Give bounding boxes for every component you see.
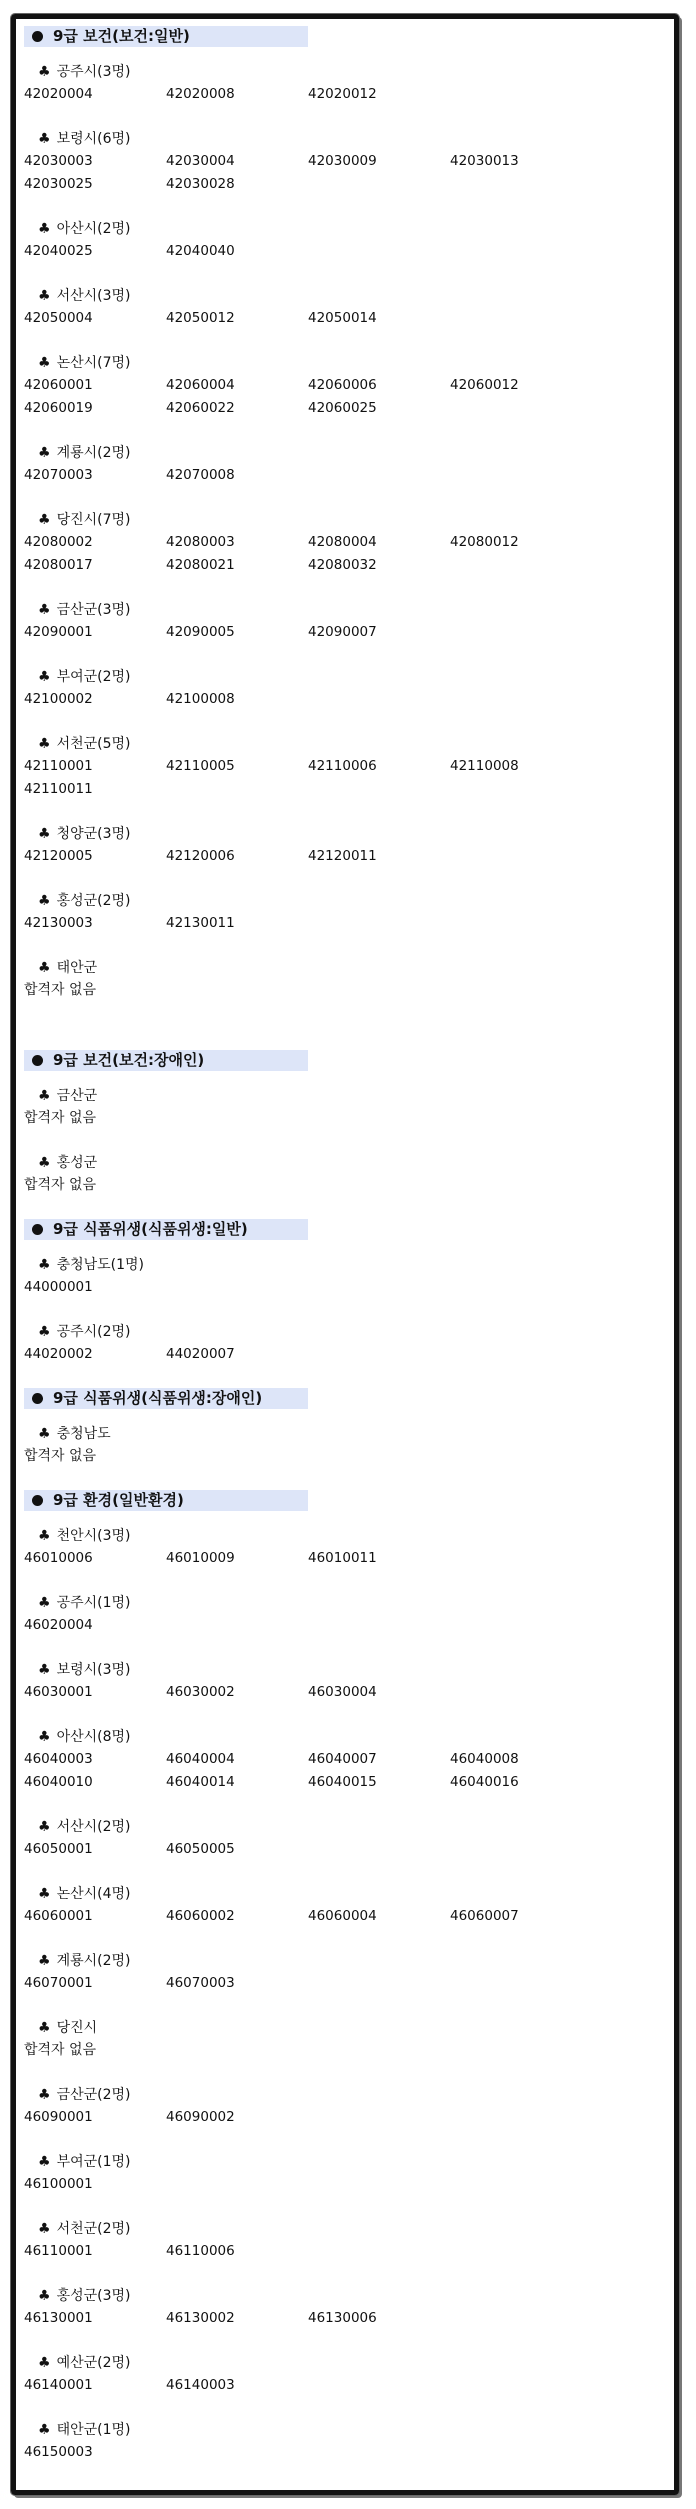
section-title-text: 9급 보건(보건:일반) bbox=[53, 27, 190, 45]
section bbox=[24, 1219, 672, 1366]
code-list bbox=[24, 1838, 664, 1861]
club-icon: ♣ bbox=[38, 2154, 51, 2170]
section-title bbox=[24, 1219, 308, 1240]
region-group bbox=[24, 1592, 672, 1637]
code-list bbox=[24, 1614, 664, 1637]
applicant-number: 42120011 bbox=[308, 848, 377, 864]
applicant-number: 42110008 bbox=[450, 758, 519, 774]
region-group bbox=[24, 128, 672, 196]
code-list bbox=[24, 83, 664, 106]
club-icon: ♣ bbox=[38, 1886, 51, 1902]
code-list bbox=[24, 240, 664, 263]
applicant-number: 42020004 bbox=[24, 86, 93, 102]
club-icon: ♣ bbox=[38, 2355, 51, 2371]
region-name: 금산군 bbox=[56, 1088, 98, 1104]
region-heading bbox=[24, 1592, 672, 1614]
code-list bbox=[24, 464, 664, 487]
code-list bbox=[24, 1343, 664, 1366]
region-heading bbox=[24, 2419, 672, 2441]
region-group bbox=[24, 1816, 672, 1861]
region-group bbox=[24, 509, 672, 577]
applicant-number: 46040010 bbox=[24, 1774, 93, 1790]
applicant-number: 44020007 bbox=[166, 1346, 235, 1362]
region-group bbox=[24, 352, 672, 420]
code-list bbox=[24, 1748, 664, 1794]
region-group bbox=[24, 2151, 672, 2196]
applicant-number: 42030013 bbox=[450, 153, 519, 169]
club-icon: ♣ bbox=[38, 131, 51, 147]
club-icon: ♣ bbox=[38, 512, 51, 528]
region-name: 서산시(3명) bbox=[56, 288, 131, 304]
applicant-number: 42050004 bbox=[24, 310, 93, 326]
section-title bbox=[24, 1490, 308, 1511]
applicant-number: 42030025 bbox=[24, 176, 93, 192]
region-heading bbox=[24, 957, 672, 979]
applicant-number: 42060001 bbox=[24, 377, 93, 393]
applicant-number: 42080017 bbox=[24, 557, 93, 573]
code-list bbox=[24, 621, 664, 644]
code-list bbox=[24, 912, 664, 935]
applicant-number: 42040040 bbox=[166, 243, 235, 259]
region-name: 아산시(2명) bbox=[56, 221, 131, 237]
no-passers-text: 합격자 없음 bbox=[24, 1110, 97, 1126]
club-icon: ♣ bbox=[38, 1088, 51, 1104]
applicant-number: 42070008 bbox=[166, 467, 235, 483]
applicant-number: 42120005 bbox=[24, 848, 93, 864]
no-passers-text: 합격자 없음 bbox=[24, 2042, 97, 2058]
region-name: 보령시(6명) bbox=[56, 131, 131, 147]
applicant-number: 46110001 bbox=[24, 2243, 93, 2259]
region-heading bbox=[24, 2017, 672, 2039]
applicant-number: 46040007 bbox=[308, 1751, 377, 1767]
applicant-number: 42020008 bbox=[166, 86, 235, 102]
region-name: 홍성군 bbox=[56, 1155, 98, 1171]
applicant-number: 42090007 bbox=[308, 624, 377, 640]
region-name: 서산시(2명) bbox=[56, 1819, 131, 1835]
club-icon: ♣ bbox=[38, 2020, 51, 2036]
applicant-number: 46130006 bbox=[308, 2310, 377, 2326]
region-group bbox=[24, 2352, 672, 2397]
applicant-number: 46040016 bbox=[450, 1774, 519, 1790]
region-group bbox=[24, 61, 672, 106]
region-heading bbox=[24, 823, 672, 845]
club-icon: ♣ bbox=[38, 2288, 51, 2304]
applicant-number: 46060007 bbox=[450, 1908, 519, 1924]
applicant-number: 46110006 bbox=[166, 2243, 235, 2259]
region-name: 논산시(7명) bbox=[56, 355, 131, 371]
club-icon: ♣ bbox=[38, 2422, 51, 2438]
region-group bbox=[24, 666, 672, 711]
region-heading bbox=[24, 285, 672, 307]
region-name: 부여군(2명) bbox=[56, 669, 131, 685]
region-heading bbox=[24, 2151, 672, 2173]
applicant-number: 46140003 bbox=[166, 2377, 235, 2393]
section bbox=[24, 26, 672, 1042]
applicant-number: 46030004 bbox=[308, 1684, 377, 1700]
region-group bbox=[24, 2218, 672, 2263]
results-list bbox=[24, 18, 672, 2486]
region-group bbox=[24, 2285, 672, 2330]
applicant-number: 46020004 bbox=[24, 1617, 93, 1633]
applicant-number: 46030001 bbox=[24, 1684, 93, 1700]
section-title-text: 9급 식품위생(식품위생:일반) bbox=[53, 1220, 248, 1238]
applicant-number: 42100002 bbox=[24, 691, 93, 707]
applicant-number: 46010009 bbox=[166, 1550, 235, 1566]
applicant-number: 46060001 bbox=[24, 1908, 93, 1924]
region-heading bbox=[24, 128, 672, 150]
club-icon: ♣ bbox=[38, 736, 51, 752]
region-name: 금산군(3명) bbox=[56, 602, 131, 618]
region-heading bbox=[24, 1950, 672, 1972]
bullet-icon bbox=[32, 1393, 43, 1404]
region-name: 서천군(2명) bbox=[56, 2221, 131, 2237]
region-heading bbox=[24, 2084, 672, 2106]
applicant-number: 42070003 bbox=[24, 467, 93, 483]
club-icon: ♣ bbox=[38, 960, 51, 976]
code-list bbox=[24, 1972, 664, 1995]
region-group bbox=[24, 1152, 672, 1197]
region-name: 천안시(3명) bbox=[56, 1528, 131, 1544]
club-icon: ♣ bbox=[38, 1729, 51, 1745]
applicant-number: 42060019 bbox=[24, 400, 93, 416]
code-list bbox=[24, 2374, 664, 2397]
applicant-number: 42080004 bbox=[308, 534, 377, 550]
club-icon: ♣ bbox=[38, 893, 51, 909]
applicant-number: 46090002 bbox=[166, 2109, 235, 2125]
region-heading bbox=[24, 2285, 672, 2307]
region-name: 서천군(5명) bbox=[56, 736, 131, 752]
region-heading bbox=[24, 61, 672, 83]
applicant-number: 46040008 bbox=[450, 1751, 519, 1767]
applicant-number: 42030009 bbox=[308, 153, 377, 169]
region-name: 공주시(3명) bbox=[56, 64, 131, 80]
region-heading bbox=[24, 1152, 672, 1174]
code-list bbox=[24, 2240, 664, 2263]
club-icon: ♣ bbox=[38, 1595, 51, 1611]
applicant-number: 42060004 bbox=[166, 377, 235, 393]
code-list bbox=[24, 1547, 664, 1570]
code-list bbox=[24, 2106, 664, 2129]
applicant-number: 46060002 bbox=[166, 1908, 235, 1924]
region-heading bbox=[24, 1659, 672, 1681]
applicant-number: 46070003 bbox=[166, 1975, 235, 1991]
region-name: 아산시(8명) bbox=[56, 1729, 131, 1745]
applicant-number: 42040025 bbox=[24, 243, 93, 259]
club-icon: ♣ bbox=[38, 2087, 51, 2103]
code-list bbox=[24, 845, 664, 868]
region-group bbox=[24, 442, 672, 487]
applicant-number: 42110005 bbox=[166, 758, 235, 774]
applicant-number: 46070001 bbox=[24, 1975, 93, 1991]
club-icon: ♣ bbox=[38, 445, 51, 461]
applicant-number: 46010006 bbox=[24, 1550, 93, 1566]
region-name: 계룡시(2명) bbox=[56, 1953, 131, 1969]
applicant-number: 42080021 bbox=[166, 557, 235, 573]
applicant-number: 42060025 bbox=[308, 400, 377, 416]
region-name: 금산군(2명) bbox=[56, 2087, 131, 2103]
section-title bbox=[24, 26, 308, 47]
region-heading bbox=[24, 666, 672, 688]
section-title bbox=[24, 1388, 308, 1409]
club-icon: ♣ bbox=[38, 1426, 51, 1442]
applicant-number: 42110011 bbox=[24, 781, 93, 797]
section-title-text: 9급 식품위생(식품위생:장애인) bbox=[53, 1389, 263, 1407]
region-heading bbox=[24, 442, 672, 464]
section-title-text: 9급 보건(보건:장애인) bbox=[53, 1051, 205, 1069]
applicant-number: 46010011 bbox=[308, 1550, 377, 1566]
applicant-number: 42130003 bbox=[24, 915, 93, 931]
section bbox=[24, 1050, 672, 1197]
code-list bbox=[24, 2173, 664, 2196]
region-group bbox=[24, 2017, 672, 2062]
region-heading bbox=[24, 1085, 672, 1107]
club-icon: ♣ bbox=[38, 1324, 51, 1340]
code-list bbox=[24, 531, 664, 577]
region-heading bbox=[24, 1423, 672, 1445]
region-heading bbox=[24, 2352, 672, 2374]
section bbox=[24, 1388, 672, 1468]
applicant-number: 42050014 bbox=[308, 310, 377, 326]
applicant-number: 42030004 bbox=[166, 153, 235, 169]
region-heading bbox=[24, 218, 672, 240]
code-list bbox=[24, 374, 664, 420]
applicant-number: 44000001 bbox=[24, 1279, 93, 1295]
region-name: 충청남도 bbox=[56, 1426, 111, 1442]
club-icon: ♣ bbox=[38, 602, 51, 618]
applicant-number: 42020012 bbox=[308, 86, 377, 102]
code-list bbox=[24, 150, 664, 196]
region-heading bbox=[24, 1254, 672, 1276]
region-group bbox=[24, 2084, 672, 2129]
bullet-icon bbox=[32, 1495, 43, 1506]
club-icon: ♣ bbox=[38, 1257, 51, 1273]
region-name: 당진시 bbox=[56, 2020, 98, 2036]
region-name: 홍성군(2명) bbox=[56, 893, 131, 909]
applicant-number: 42130011 bbox=[166, 915, 235, 931]
club-icon: ♣ bbox=[38, 1819, 51, 1835]
applicant-number: 46040015 bbox=[308, 1774, 377, 1790]
region-group bbox=[24, 733, 672, 801]
code-list bbox=[24, 2307, 664, 2330]
region-group bbox=[24, 890, 672, 935]
applicant-number: 42030003 bbox=[24, 153, 93, 169]
applicant-number: 46140001 bbox=[24, 2377, 93, 2393]
region-group bbox=[24, 2419, 672, 2464]
region-group bbox=[24, 1525, 672, 1570]
region-heading bbox=[24, 1726, 672, 1748]
region-name: 보령시(3명) bbox=[56, 1662, 131, 1678]
region-group bbox=[24, 1085, 672, 1130]
club-icon: ♣ bbox=[38, 288, 51, 304]
region-name: 당진시(7명) bbox=[56, 512, 131, 528]
applicant-number: 46130002 bbox=[166, 2310, 235, 2326]
region-name: 공주시(2명) bbox=[56, 1324, 131, 1340]
region-heading bbox=[24, 509, 672, 531]
code-list bbox=[24, 2441, 664, 2464]
club-icon: ♣ bbox=[38, 64, 51, 80]
club-icon: ♣ bbox=[38, 669, 51, 685]
applicant-number: 42110001 bbox=[24, 758, 93, 774]
region-name: 충청남도(1명) bbox=[56, 1257, 145, 1273]
applicant-number: 42080032 bbox=[308, 557, 377, 573]
region-group bbox=[24, 1883, 672, 1928]
applicant-number: 42080012 bbox=[450, 534, 519, 550]
section bbox=[24, 1490, 672, 2464]
region-heading bbox=[24, 1525, 672, 1547]
applicant-number: 42060012 bbox=[450, 377, 519, 393]
region-heading bbox=[24, 1883, 672, 1905]
no-passers-text: 합격자 없음 bbox=[24, 1448, 97, 1464]
section-title bbox=[24, 1050, 308, 1071]
applicant-number: 46040003 bbox=[24, 1751, 93, 1767]
applicant-number: 46130001 bbox=[24, 2310, 93, 2326]
applicant-number: 42090005 bbox=[166, 624, 235, 640]
region-name: 청양군(3명) bbox=[56, 826, 131, 842]
region-name: 예산군(2명) bbox=[56, 2355, 131, 2371]
applicant-number: 42060022 bbox=[166, 400, 235, 416]
region-group bbox=[24, 1950, 672, 1995]
applicant-number: 42120006 bbox=[166, 848, 235, 864]
region-name: 계룡시(2명) bbox=[56, 445, 131, 461]
applicant-number: 46050005 bbox=[166, 1841, 235, 1857]
region-name: 태안군(1명) bbox=[56, 2422, 131, 2438]
region-group bbox=[24, 1659, 672, 1704]
region-group bbox=[24, 599, 672, 644]
region-group bbox=[24, 823, 672, 868]
code-list bbox=[24, 1905, 664, 1928]
club-icon: ♣ bbox=[38, 1155, 51, 1171]
applicant-number: 46030002 bbox=[166, 1684, 235, 1700]
bullet-icon bbox=[32, 1055, 43, 1066]
code-list bbox=[24, 1681, 664, 1704]
region-group bbox=[24, 1321, 672, 1366]
code-list bbox=[24, 688, 664, 711]
region-group bbox=[24, 957, 672, 1002]
applicant-number: 42060006 bbox=[308, 377, 377, 393]
region-heading bbox=[24, 352, 672, 374]
no-passers-text: 합격자 없음 bbox=[24, 1177, 97, 1193]
applicant-number: 46150003 bbox=[24, 2444, 93, 2460]
applicant-number: 44020002 bbox=[24, 1346, 93, 1362]
region-name: 공주시(1명) bbox=[56, 1595, 131, 1611]
region-group bbox=[24, 1254, 672, 1299]
region-name: 부여군(1명) bbox=[56, 2154, 131, 2170]
bullet-icon bbox=[32, 1224, 43, 1235]
applicant-number: 42030028 bbox=[166, 176, 235, 192]
applicant-number: 42110006 bbox=[308, 758, 377, 774]
club-icon: ♣ bbox=[38, 2221, 51, 2237]
club-icon: ♣ bbox=[38, 826, 51, 842]
code-list bbox=[24, 1276, 664, 1299]
applicant-number: 42080003 bbox=[166, 534, 235, 550]
region-heading bbox=[24, 1816, 672, 1838]
region-group bbox=[24, 218, 672, 263]
region-group bbox=[24, 1423, 672, 1468]
applicant-number: 46040014 bbox=[166, 1774, 235, 1790]
no-passers-text: 합격자 없음 bbox=[24, 982, 97, 998]
club-icon: ♣ bbox=[38, 1528, 51, 1544]
code-list bbox=[24, 755, 664, 801]
applicant-number: 42050012 bbox=[166, 310, 235, 326]
region-heading bbox=[24, 1321, 672, 1343]
region-name: 논산시(4명) bbox=[56, 1886, 131, 1902]
region-heading bbox=[24, 733, 672, 755]
region-heading bbox=[24, 599, 672, 621]
code-list bbox=[24, 307, 664, 330]
club-icon: ♣ bbox=[38, 355, 51, 371]
applicant-number: 46090001 bbox=[24, 2109, 93, 2125]
region-name: 태안군 bbox=[56, 960, 98, 976]
club-icon: ♣ bbox=[38, 1953, 51, 1969]
region-group bbox=[24, 285, 672, 330]
region-heading bbox=[24, 2218, 672, 2240]
applicant-number: 46040004 bbox=[166, 1751, 235, 1767]
section-title-text: 9급 환경(일반환경) bbox=[53, 1491, 184, 1509]
region-name: 홍성군(3명) bbox=[56, 2288, 131, 2304]
bullet-icon bbox=[32, 31, 43, 42]
applicant-number: 46100001 bbox=[24, 2176, 93, 2192]
applicant-number: 46060004 bbox=[308, 1908, 377, 1924]
region-group bbox=[24, 1726, 672, 1794]
club-icon: ♣ bbox=[38, 1662, 51, 1678]
applicant-number: 42080002 bbox=[24, 534, 93, 550]
region-heading bbox=[24, 890, 672, 912]
applicant-number: 46050001 bbox=[24, 1841, 93, 1857]
club-icon: ♣ bbox=[38, 221, 51, 237]
applicant-number: 42090001 bbox=[24, 624, 93, 640]
applicant-number: 42100008 bbox=[166, 691, 235, 707]
